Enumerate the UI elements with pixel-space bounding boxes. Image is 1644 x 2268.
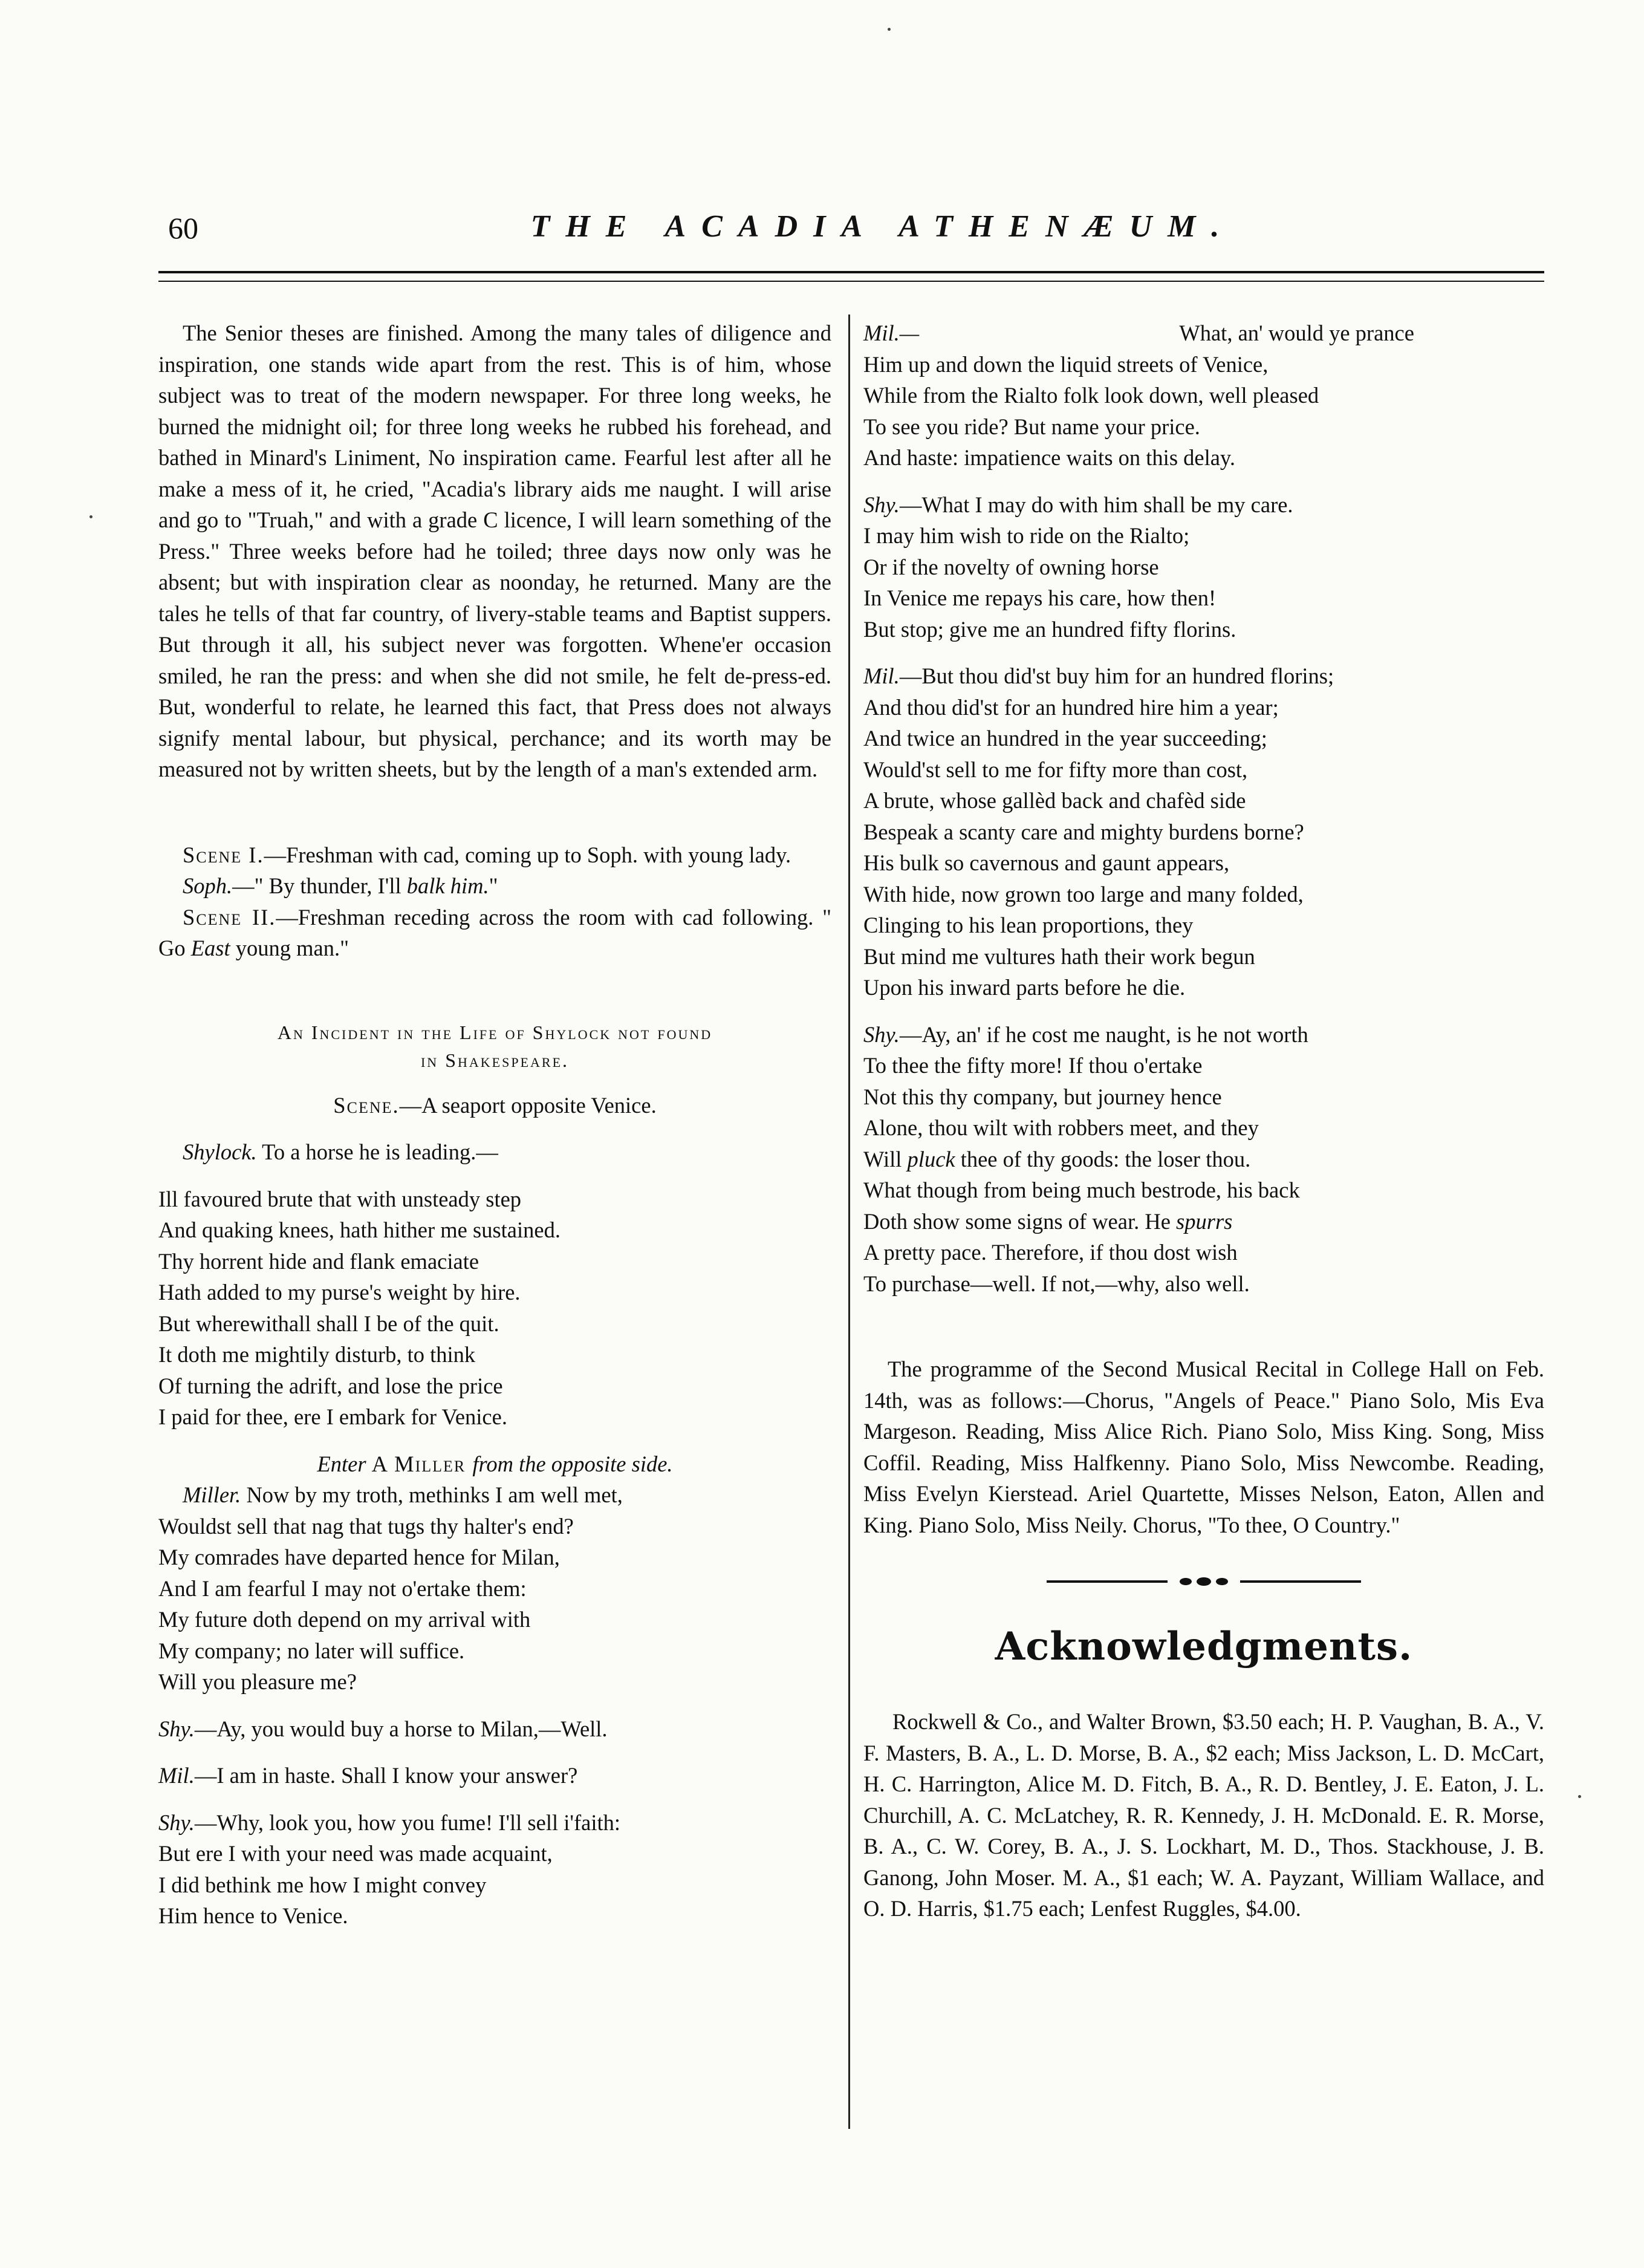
verse-line <box>863 1144 1544 1175</box>
shy-first-line: —Why, look you, how you fume! I'll sell i'faith: <box>194 1810 620 1835</box>
enter-word: Enter <box>317 1451 366 1476</box>
shy-first-line: —What I may do with him shall be my care. <box>899 492 1293 517</box>
miller-label: Miller. <box>183 1482 241 1507</box>
column-divider <box>848 314 850 2129</box>
verse-line <box>863 1019 1544 1051</box>
verse-line <box>158 1807 831 1839</box>
verse-line: Alone, thou wilt with robbers meet, and they <box>863 1115 1259 1140</box>
left-column <box>158 318 831 1932</box>
print-speck <box>888 28 891 31</box>
verse-line: Thy horrent hide and flank emaciate <box>158 1248 479 1274</box>
verse-line: I paid for thee, ere I embark for Venice. <box>158 1404 507 1429</box>
masthead-title: THE ACADIA ATHENÆUM. <box>530 209 1235 244</box>
verse-line: To purchase—well. If not,—why, also well. <box>863 1271 1250 1296</box>
verse-line: To thee the fifty more! If thou o'ertake <box>863 1053 1203 1078</box>
scene-one-label: Scene I. <box>183 842 264 867</box>
scene-two-label: Scene II. <box>183 904 276 930</box>
scene-setting-text: —A seaport opposite Venice. <box>399 1092 657 1118</box>
mil-first-line: What, an' would ye prance <box>1179 321 1414 345</box>
shy-speech-2 <box>158 1807 831 1932</box>
shylock-label: Shylock. <box>183 1139 257 1164</box>
scene-two <box>158 902 831 964</box>
verse-line: My company; no later will suffice. <box>158 1638 465 1663</box>
enter-miller-direction <box>158 1448 831 1480</box>
verse-line: Him up and down the liquid streets of Venice, <box>863 351 1269 377</box>
verse-line: To see you ride? But name your price. <box>863 414 1200 439</box>
mil-first-line: —But thou did'st buy him for an hundred florins; <box>899 663 1334 688</box>
verse-line <box>158 1479 831 1511</box>
verse-line: Clinging to his lean proportions, they <box>863 913 1194 937</box>
mil-text: —I am in haste. Shall I know your answer? <box>194 1763 578 1788</box>
print-speck <box>89 515 93 518</box>
verse-line: But stop; give me an hundred fifty florins. <box>863 616 1236 642</box>
verse-line: I may him wish to ride on the Rialto; <box>863 523 1190 548</box>
verse-line <box>863 318 1544 349</box>
soph-text-a: —" By thunder, I'll <box>232 873 407 898</box>
enter-side: from the opposite side. <box>472 1451 673 1476</box>
senior-theses-paragraph: The Senior theses are finished. Among the many tales of diligence and inspiration, one stands wide apart from the rest. This is of him, whose subject was to treat of the modern newspaper. For three long weeks, he burned the midnight oil; for three long weeks he rubbed his forehead, and bathed in Minard's Liniment, No inspiration came. Fearful lest after all he make a mess of it, he cried, "Acadia's library aids me naught. I will arise and go to "Truah," and with a grade C licence, I will learn something of the Press." Three weeks before had he toiled; three days now only was he absent; but with inspiration clear as noonday, he returned. Many are the tales he tells of that far country, of livery-stable teams and Baptist suppers. But through it all, his subject never was forgotten. Whene'er occasion smiled, he ran the press: and when she did not smile, he felt de-press-ed. But, wonderful to relate, he learned this fact, that Press does not always signify mental labour, but physical, perchance; and its worth may be measured not by written sheets, but by the length of a man's extended arm. <box>158 321 831 781</box>
verse-line: Upon his inward parts before he die. <box>863 975 1186 1000</box>
verse-line: In Venice me repays his care, how then! <box>863 585 1217 610</box>
mil-speech-2 <box>863 318 1544 474</box>
recital-paragraph: The programme of the Second Musical Recital in College Hall on Feb. 14th, was as follows:—Chorus, "Angels of Peace." Piano Solo, Mis Eva Margeson. Reading, Miss Alice Rich. Piano Solo, Miss King. Song, Miss Coffil. Reading, Miss Halfkenny. Piano Solo, Miss Newcombe. Reading, Miss Evelyn Kierstead. Ariel Quartette, Misses Nelson, Eaton, Allen and King. Piano Solo, Miss Neily. Chorus, "To thee, O Country." <box>863 1357 1544 1537</box>
mil-label: Mil. <box>863 663 900 688</box>
soph-balk: balk him. <box>406 873 489 898</box>
verse-line <box>863 489 1544 521</box>
verse-line: While from the Rialto folk look down, well pleased <box>863 383 1319 408</box>
verse-line: A brute, whose gallèd back and chafèd side <box>863 788 1246 813</box>
mil-line-1 <box>158 1760 831 1791</box>
shy-text: —Ay, you would buy a horse to Milan,—Well. <box>194 1716 608 1741</box>
verse-line: Bespeak a scanty care and mighty burdens borne? <box>863 819 1304 844</box>
scene-one-text: —Freshman with cad, coming up to Soph. with young lady. <box>264 842 791 867</box>
shy-label: Shy. <box>863 492 900 517</box>
section-divider-ornament <box>1047 1576 1361 1588</box>
acknowledgments-paragraph: Rockwell & Co., and Walter Brown, $3.50 each; H. P. Vaughan, B. A., V. F. Masters, B. A., L. D. Morse, B. A., $2 each; Miss Jackson, L. D. McCart, H. C. Harrington, Alice M. D. Fitch, B. A., R. D. Bentley, J. E. Eaton, J. L. Churchill, A. C. McLatchey, R. R. Kennedy, J. H. McDonald. E. R. Morse, B. A., C. W. Corey, B. A., J. S. Lockhart, M. D., Thos. Stackhouse, J. B. Ganong, John Moser. M. A., $1 each; W. A. Payzant, William Wallace, and O. D. Harris, $1.75 each; Lenfest Ruggles, $4.00. <box>863 1709 1544 1921</box>
shy-label: Shy. <box>158 1810 195 1835</box>
verse-line <box>863 1206 1544 1237</box>
right-column <box>863 318 1544 1924</box>
verse-line: Or if the novelty of owning horse <box>863 554 1159 579</box>
header-rule-thick <box>158 271 1544 273</box>
shy-label: Shy. <box>158 1716 195 1741</box>
miller-verse <box>158 1479 831 1698</box>
shy-speech-3 <box>863 489 1544 645</box>
header-rule-thin <box>158 281 1544 282</box>
verse-line: Would'st sell to me for fifty more than cost, <box>863 757 1248 782</box>
print-speck <box>1578 1795 1581 1798</box>
verse-line: And haste: impatience waits on this delay. <box>863 445 1235 470</box>
verse-line: And I am fearful I may not o'ertake them: <box>158 1576 527 1601</box>
verse-line: My comrades have departed hence for Milan, <box>158 1545 560 1569</box>
verse-line: My future doth depend on my arrival with <box>158 1607 531 1632</box>
verse-line: With hide, now grown too large and many folded, <box>863 881 1304 907</box>
verse-line: Wouldst sell that nag that tugs thy halter's end? <box>158 1513 574 1539</box>
spurs-word: spurrs <box>1176 1208 1233 1234</box>
shylock-stage-direction <box>158 1136 831 1168</box>
pluck-post: thee of thy goods: the loser thou. <box>955 1146 1251 1171</box>
verse-line: But wherewithall shall I be of the quit. <box>158 1311 499 1336</box>
shy-first-line: —Ay, an' if he cost me naught, is he not worth <box>899 1022 1308 1047</box>
verse-line: His bulk so cavernous and gaunt appears, <box>863 850 1230 875</box>
mil-speech-3 <box>863 660 1544 1003</box>
pluck-word: pluck <box>907 1146 955 1171</box>
scene-two-text-a: —Freshman receding across the room with cad following. " Go <box>158 904 831 960</box>
shy-line-1 <box>158 1713 831 1745</box>
miller-first-line: Now by my troth, methinks I am well met, <box>241 1482 623 1507</box>
soph-label: Soph. <box>183 873 233 898</box>
verse-line: Ill favoured brute that with unsteady step <box>158 1186 522 1211</box>
scene-setting-label: Scene. <box>333 1092 400 1118</box>
verse-line: What though from being much bestrode, his back <box>863 1178 1300 1202</box>
verse-line: Him hence to Venice. <box>158 1903 348 1928</box>
verse-line <box>863 660 1544 692</box>
verse-line: A pretty pace. Therefore, if thou dost wish <box>863 1240 1238 1265</box>
shylock-stage-text: To a horse he is leading.— <box>256 1139 498 1164</box>
shylock-verse <box>158 1184 831 1433</box>
verse-line: I did bethink me how I might convey <box>158 1872 487 1897</box>
shy-speech-4 <box>863 1019 1544 1300</box>
verse-line: Hath added to my purse's weight by hire. <box>158 1280 521 1305</box>
mil-label: Mil. <box>158 1763 195 1788</box>
verse-line: And twice an hundred in the year succeeding; <box>863 726 1267 751</box>
incident-heading-line-1: An Incident in the Life of Shylock not found <box>277 1021 713 1043</box>
spurs-pre: Doth show some signs of wear. He <box>863 1208 1177 1234</box>
page-number: 60 <box>168 211 198 245</box>
verse-line: Will you pleasure me? <box>158 1669 357 1694</box>
scene-one <box>158 839 831 871</box>
verse-line: And quaking knees, hath hither me sustained. <box>158 1217 560 1242</box>
mil-label: Mil.— <box>863 321 920 345</box>
verse-line: Not this thy company, but journey hence <box>863 1084 1222 1109</box>
pluck-pre: Will <box>863 1146 908 1171</box>
soph-text-b: " <box>489 873 498 898</box>
verse-line: But mind me vultures hath their work begun <box>863 943 1255 969</box>
scene-two-east: East <box>190 936 230 960</box>
miller-name: A Miller <box>366 1451 473 1476</box>
verse-line: But ere I with your need was made acquaint, <box>158 1841 553 1866</box>
verse-line: It doth me mightily disturb, to think <box>158 1342 476 1367</box>
verse-line: And thou did'st for an hundred hire him a year; <box>863 694 1279 720</box>
scene-setting <box>158 1090 831 1121</box>
verse-line: Of turning the adrift, and lose the price <box>158 1373 503 1398</box>
scene-two-text-b: young man." <box>230 936 349 960</box>
soph-line <box>158 870 831 902</box>
incident-heading-line-2: in Shakespeare. <box>420 1049 570 1071</box>
shy-label: Shy. <box>863 1022 900 1047</box>
acknowledgments-heading: Acknowledgments. <box>995 1624 1413 1669</box>
